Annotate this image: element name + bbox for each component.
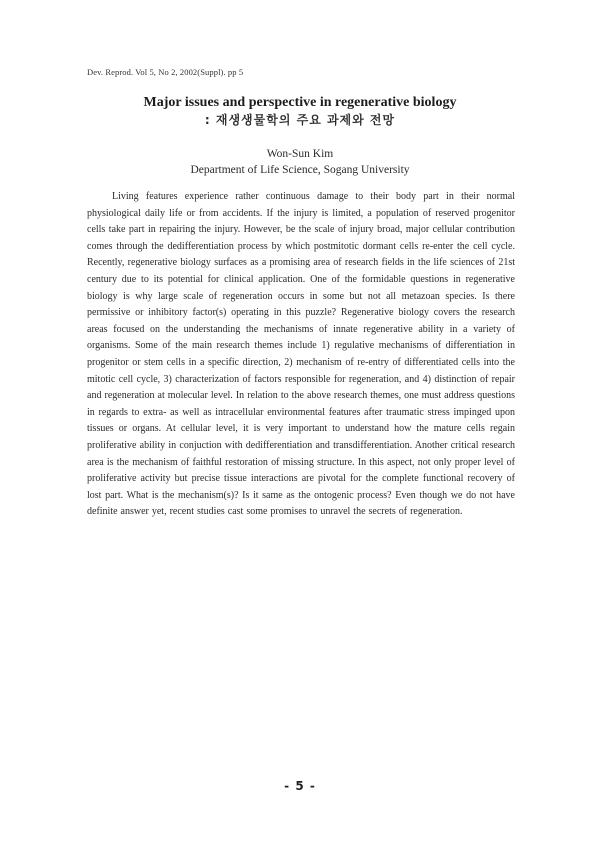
abstract-paragraph: Living features experience rather continuous damage to their body part in their normal physiological daily life or from accidents. If the injury is limited, a population of reserved progenitor cells take part in repairing the injury. However, be the scale of injury broad, major cellular contribution comes through the dedifferentiation process by which postmitotic dormant cells re-enter the cell cycle. Recently, regenerative biology surfaces as a promising area of research fields in the life sciences of 21st century due to its potential for clinical application. One of the formidable questions in regenerative biology is why large scale of regeneration occurs in some but not all metazoan species. Is there permissive or inhibitory factor(s) operating in this puzzle? Regenerative biology covers the research areas focused on the understanding the mechanisms of innate regenerative ability in a variety of organisms. Some of the main research themes include 1) regulative mechanisms of differentiation in progenitor or stem cells in a specific direction, 2) mechanism of re-entry of differentiated cells into the mitotic cell cycle, 3) characterization of factors responsible for regeneration, and 4) distinction of repair and regeneration at molecular level. In relation to the above research themes, one must address questions in regards to extra- as well as intracellular environmental features after traumatic stress impinged upon tissues or organs. At cellular level, it is very important to understand how the mature cells regain proliferative ability in conjuction with dedifferentiation and transdifferentiation. Another critical research area is the mechanism of faithful restoration of missing structure. In this aspect, not only proper level of proliferative activity but precise tissue interactions are pivotal for the complete functional recovery of lost part. What is the mechanism(s)? Is it same as the ontogenic process? Even though we do not have definite answer yet, recent studies cast some promises to unravel the secrets of regeneration.	[87, 191, 515, 518]
article-title: Major issues and perspective in regenerative biology	[143, 95, 457, 110]
author-block	[0, 146, 600, 178]
title-block	[0, 94, 600, 129]
journal-reference: Dev. Reprod. Vol 5, No 2, 2002(Suppl). pp 5	[87, 67, 244, 77]
author-name: Won-Sun Kim	[266, 148, 334, 160]
page-number: - 5 -	[284, 779, 316, 793]
article-subtitle-korean: : 재생생물학의 주요 과제와 전망	[204, 113, 396, 127]
author-affiliation: Department of Life Science, Sogang University	[190, 164, 410, 176]
